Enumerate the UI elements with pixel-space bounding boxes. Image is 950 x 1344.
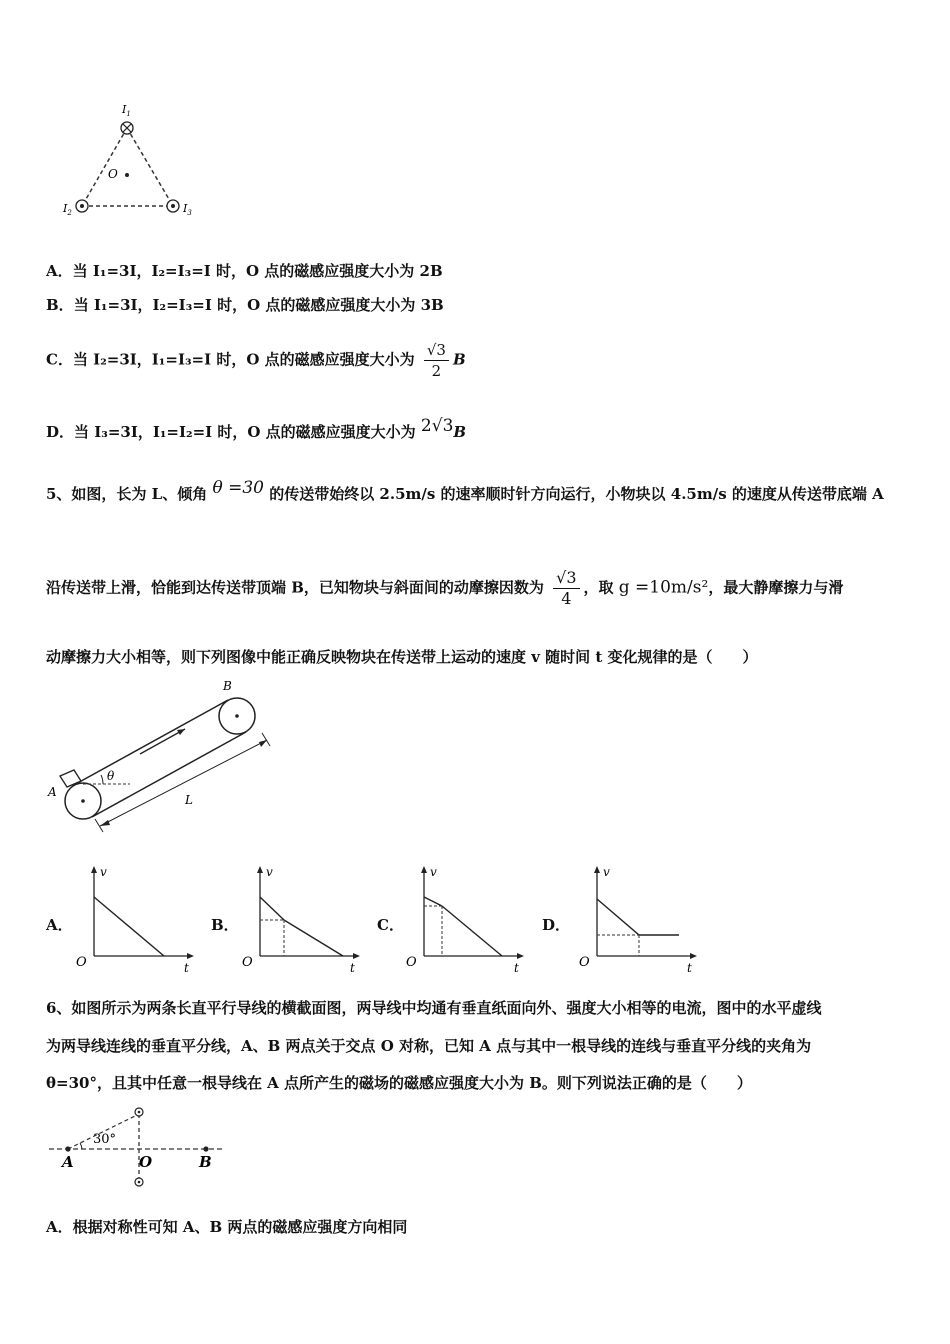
svg-text:t: t [350, 961, 355, 975]
q6-line-2: 为两导线连线的垂直平分线，A、B 两点关于交点 O 对称，已知 A 点与其中一根导线的连线与垂直平分线的夹角为 [46, 1037, 812, 1055]
graph-a-label: A． [46, 916, 73, 934]
graph-d [575, 862, 705, 977]
label-I1: I [122, 103, 127, 116]
label-B: B [199, 1153, 212, 1171]
svg-text:t: t [687, 961, 692, 975]
q4-option-a: A．当 I₁=3I，I₂=I₃=I 时，O 点的磁感应强度大小为 2B [46, 262, 443, 280]
graph-c [402, 862, 532, 977]
svg-text:O: O [76, 955, 87, 970]
svg-text:I1: $I_1$ [122, 103, 131, 118]
svg-text:I2: $I_2$ [63, 202, 72, 217]
q5-line-1: 5、如图，长为 L、倾角 θ =30 的传送带始终以 2.5m/s 的速率顺时针方向运行，小物块以 4.5m/s 的速度从传送带底端 A [46, 478, 884, 503]
svg-text:O: O [406, 955, 417, 970]
svg-text:t: t [184, 961, 189, 975]
conveyor-belt-figure [45, 676, 285, 846]
q4-option-b: B．当 I₁=3I，I₂=I₃=I 时，O 点的磁感应强度大小为 3B [46, 296, 444, 314]
graph-b [238, 862, 368, 977]
graph-d-label: D． [542, 916, 571, 934]
label-O: O [108, 167, 118, 181]
label-B: B [223, 679, 232, 693]
label-theta: θ [107, 769, 115, 783]
svg-text:O: O [242, 955, 253, 970]
q6-option-a: A．根据对称性可知 A、B 两点的磁感应强度方向相同 [46, 1218, 408, 1236]
label-O: O [139, 1153, 153, 1171]
q4-option-c: C．当 I₂=3I，I₁=I₃=I 时，O 点的磁感应强度大小为 $\frac{√3}{2}$ B [46, 341, 466, 380]
label-A: A [62, 1153, 74, 1171]
label-I2: I [63, 202, 68, 215]
label-L: L [185, 793, 193, 807]
svg-text:O: O [579, 955, 590, 970]
svg-text:I3: $I_3$ [183, 202, 192, 217]
q6-line-1: 6、如图所示为两条长直平行导线的横截面图，两导线中均通有垂直纸面向外、强度大小相等的电流，图中的水平虚线 [46, 999, 822, 1017]
svg-text:v: v [603, 865, 610, 879]
q5-line-2: 沿传送带上滑，恰能到达传送带顶端 B，已知物块与斜面间的动摩擦因数为 $\frac{√3}{4}$ ，取 g =10m/s²，最大静摩擦力与滑 [46, 568, 844, 608]
label-30deg: 30° [93, 1132, 117, 1147]
svg-text:v: v [100, 865, 107, 879]
current-triangle-figure [55, 98, 215, 223]
graph-b-label: B． [211, 916, 239, 934]
graph-a [72, 862, 202, 977]
q5-line-3: 动摩擦力大小相等，则下列图像中能正确反映物块在传送带上运动的速度 v 随时间 t 变化规律的是（ ） [46, 648, 758, 666]
q6-line-3: θ=30°，且其中任意一根导线在 A 点所产生的磁场的磁感应强度大小为 B。则下列说法正确的是（ ） [46, 1074, 752, 1092]
svg-text:v: v [430, 865, 437, 879]
svg-text:v: v [266, 865, 273, 879]
parallel-wires-figure [45, 1102, 235, 1197]
svg-text:t: t [514, 961, 519, 975]
label-A: A [48, 785, 57, 799]
q4-option-d: D．当 I₃=3I，I₁=I₂=I 时，O 点的磁感应强度大小为 2√3B [46, 416, 467, 441]
label-I3: I [183, 202, 188, 215]
graph-c-label: C． [377, 916, 404, 934]
